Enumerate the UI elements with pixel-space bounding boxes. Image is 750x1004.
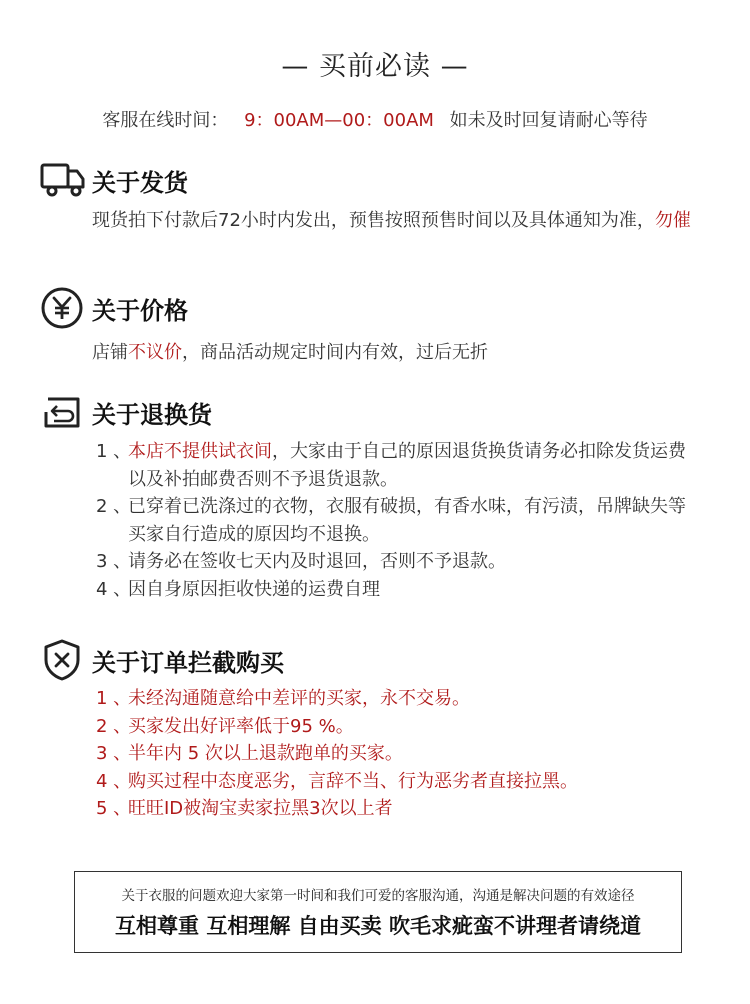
shipping-title: 关于发货 <box>92 168 188 197</box>
list-item <box>96 576 700 604</box>
list-item <box>96 795 700 823</box>
item-number: 4 、 <box>96 770 132 792</box>
list-item <box>96 685 700 713</box>
page-title: — 买前必读 — <box>281 51 469 82</box>
item-number: 1 、 <box>96 688 132 709</box>
note-small-text: 关于衣服的问题欢迎大家第一时间和我们可爱的客服沟通，沟通是解决问题的有效途径 <box>121 888 635 904</box>
return-icon <box>40 390 88 434</box>
shipping-red: 勿催 <box>654 210 691 231</box>
block-list <box>96 685 700 823</box>
hours-time: 9：00AM—00：00AM <box>244 110 434 131</box>
shipping-body: 现货拍下付款后72小时内发出，预售按照预售时间以及具体通知为准， <box>92 210 655 231</box>
block-title: 关于订单拦截购买 <box>92 648 284 677</box>
list-item <box>96 713 700 741</box>
item-number: 2 、 <box>96 496 132 517</box>
item-number: 4 、 <box>96 578 132 600</box>
item-text: 请务必在签收七天内及时退回，否则不予退款。 <box>128 551 506 572</box>
hours-suffix: 如未及时回复请耐心等待 <box>449 110 648 131</box>
section-returns <box>40 390 700 603</box>
returns-title: 关于退换货 <box>92 400 212 429</box>
service-hours <box>0 106 750 132</box>
item-number: 3 、 <box>96 551 132 572</box>
returns-list <box>96 438 700 603</box>
item-text: 买家发出好评率低于95 %。 <box>128 715 354 737</box>
price-title: 关于价格 <box>92 296 188 325</box>
note-big-text: 互相尊重 互相理解 自由买卖 吹毛求疵蛮不讲理者请绕道 <box>115 914 641 938</box>
item-text: ，大家由于自己的原因退货换货请务必扣除发货运费以及补拍邮费否则不予退货退款。 <box>128 441 686 490</box>
section-order-block <box>40 638 700 823</box>
list-item <box>96 740 700 768</box>
item-red-text: 本店不提供试衣间 <box>128 441 272 462</box>
yuan-icon <box>40 286 88 330</box>
list-item <box>96 438 700 493</box>
item-text: 购买过程中态度恶劣，言辞不当、行为恶劣者直接拉黑。 <box>128 770 578 792</box>
shield-x-icon <box>40 638 88 682</box>
note-box <box>74 871 682 953</box>
item-number: 3 、 <box>96 743 132 764</box>
truck-icon <box>40 158 88 202</box>
item-number: 5 、 <box>96 798 132 819</box>
section-price <box>40 286 700 367</box>
item-text: 半年内 5 次以上退款跑单的买家。 <box>128 743 403 764</box>
section-shipping <box>40 158 700 235</box>
price-text <box>92 338 700 367</box>
hours-prefix: 客服在线时间： <box>102 110 229 131</box>
item-text: 未经沟通随意给中差评的买家，永不交易。 <box>128 688 470 709</box>
item-number: 1 、 <box>96 441 132 462</box>
price-text-after: ，商品活动规定时间内有效，过后无折 <box>182 342 488 363</box>
list-item <box>96 548 700 576</box>
list-item <box>96 493 700 548</box>
item-number: 2 、 <box>96 715 132 737</box>
price-text-before: 店铺 <box>92 342 128 363</box>
item-text: 已穿着已洗涤过的衣物，衣服有破损，有香水味，有污渍，吊牌缺失等买家自行造成的原因均不退换。 <box>128 496 686 545</box>
item-text: 因自身原因拒收快递的运费自理 <box>128 578 380 600</box>
list-item <box>96 768 700 796</box>
item-text: 旺旺ID被淘宝卖家拉黑3次以上者 <box>128 798 393 819</box>
shipping-text <box>92 206 700 235</box>
price-text-red: 不议价 <box>128 342 182 363</box>
